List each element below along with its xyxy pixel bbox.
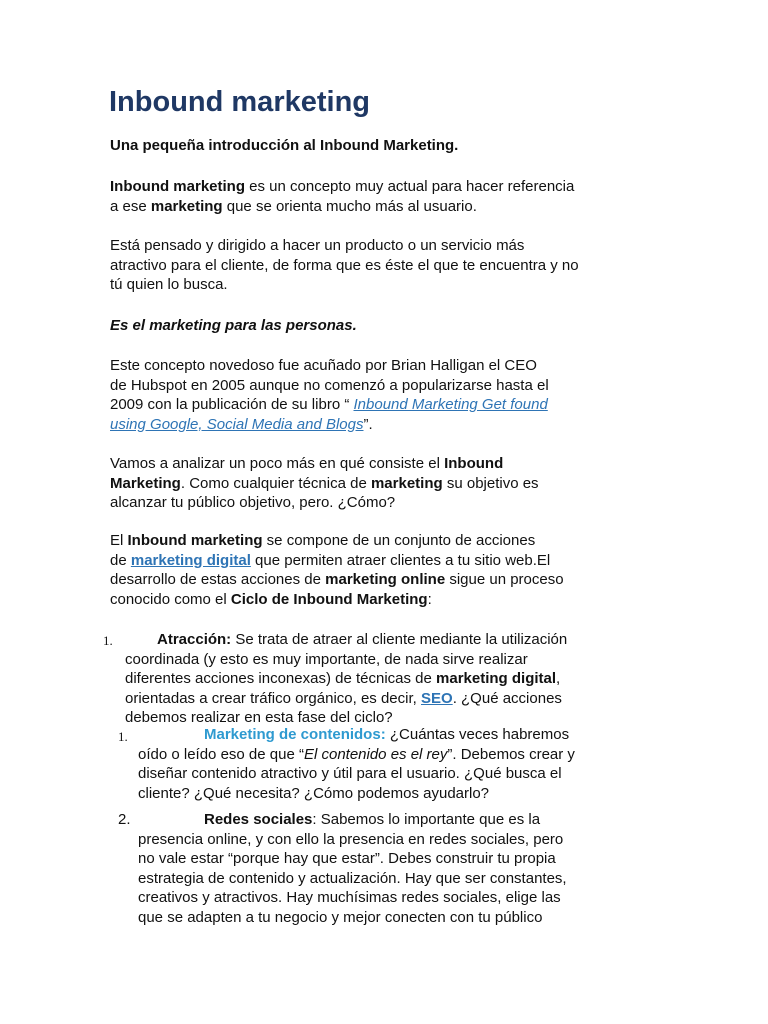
paragraph-analysis: Vamos a analizar un poco más en qué consiste el Inbound Marketing. Como cualquier técnica de marketing su objetivo es alcanzar tu público objetivo, pero. ¿Cómo? [110, 455, 539, 512]
list-item-atraccion: Atracción: Se trata de atraer al cliente mediante la utilización coordinada (y esto es muy importante, de nada sirve realizar diferentes acciones inconexas) de técnicas de marketing digital, orientadas a crear tráfico orgánico, es decir, SEO. ¿Qué acciones debemos realizar en esta fase del ciclo? [125, 631, 568, 727]
paragraph-purpose: Está pensado y dirigido a hacer un producto o un servicio más atractivo para el cliente, de forma que es éste el que te encuentra y no tú quien lo busca. [110, 237, 579, 294]
seo-link[interactable]: SEO [421, 689, 453, 707]
list-item-marketing-contenidos: Marketing de contenidos: ¿Cuántas veces habremos oído o leído eso de que “El contenido es el rey”. Debemos crear y diseñar contenido atractivo y útil para el usuario. ¿Qué busca el cliente? ¿Qué necesita? ¿Cómo podemos ayudarlo? [138, 726, 575, 802]
tagline: Es el marketing para las personas. [110, 317, 357, 334]
book-link[interactable]: Inbound Marketing Get found [353, 396, 548, 414]
list-number: 2. [118, 811, 131, 828]
subtitle: Una pequeña introducción al Inbound Marketing. [110, 137, 459, 154]
book-link-continued[interactable]: using Google, Social Media and Blogs [110, 415, 364, 433]
paragraph-cycle: El Inbound marketing se compone de un conjunto de acciones de marketing digital que permiten atraer clientes a tu sitio web.El desarrollo de estas acciones de marketing online sigue un proceso conocido como el Ciclo de Inbound Marketing: [110, 532, 564, 608]
marketing-digital-link[interactable]: marketing digital [130, 551, 251, 569]
paragraph-intro: Inbound marketing es un concepto muy actual para hacer referencia a ese marketing que se orienta mucho más al usuario. [110, 178, 575, 215]
list-item-redes-sociales: Redes sociales: Sabemos lo importante que es la presencia online, y con ello la presencia en redes sociales, pero no vale estar “porque hay que estar”. Debes construir tu propia estrategia de contenido y actualización. Hay que ser constantes, creativos y atractivos. Hay muchísimas redes sociales, elige las que se adapten a tu negocio y mejor conecten con tu público [138, 811, 567, 926]
list-number: 1. [103, 633, 113, 648]
sublist-number: 1. [118, 729, 128, 744]
page-title: Inbound marketing [109, 86, 370, 118]
paragraph-history: Este concepto novedoso fue acuñado por Brian Halligan el CEO de Hubspot en 2005 aunque no comenzó a popularizarse hasta el 2009 con la publicación de su libro “ Inbound Marketing Get found using Google, Social Media and Blogs”. [110, 357, 549, 433]
